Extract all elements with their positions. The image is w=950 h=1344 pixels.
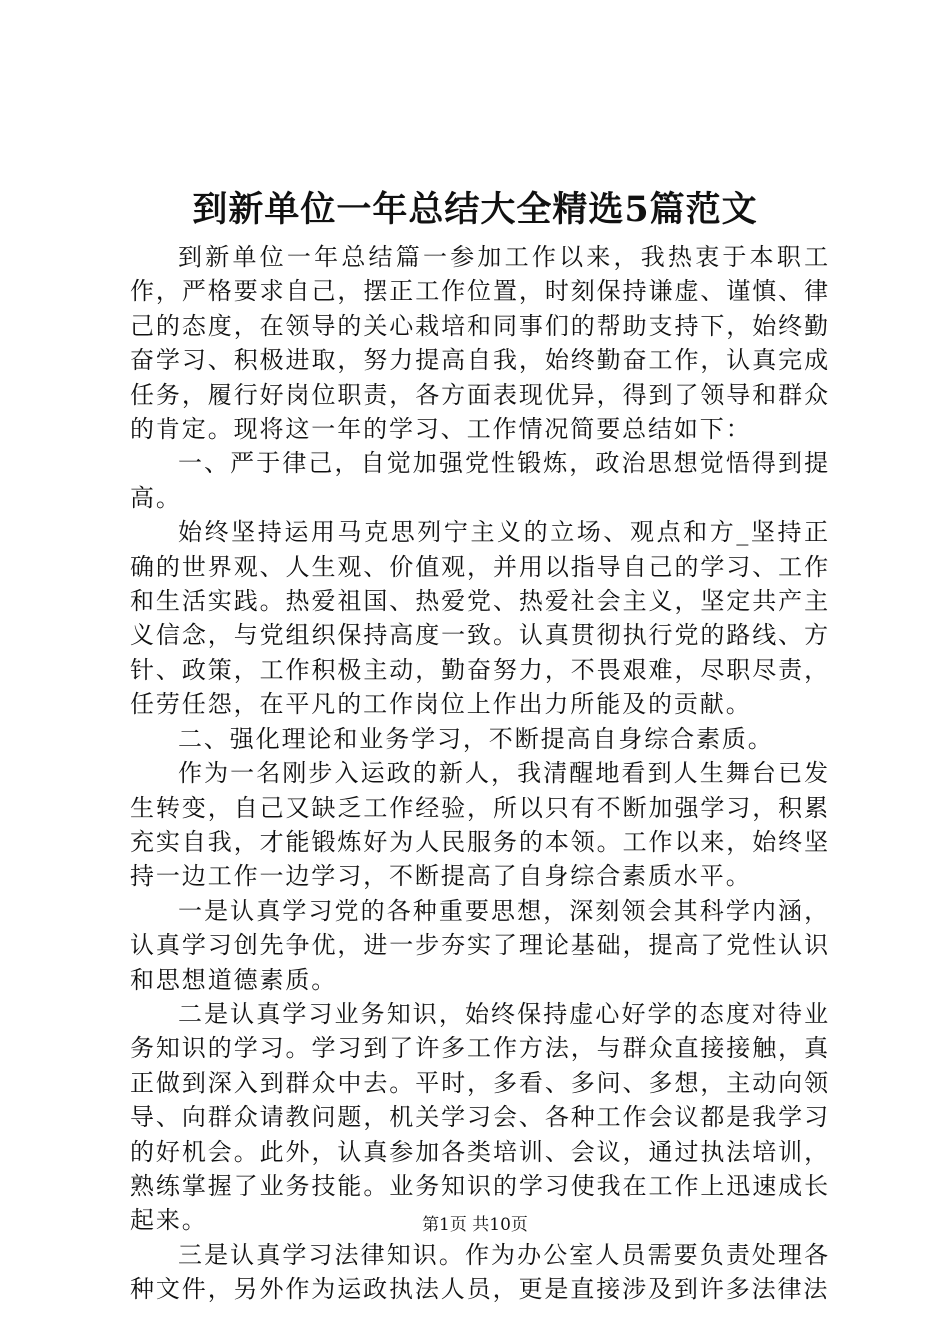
heading-section-1: 一、严于律己，自觉加强党性锻炼，政治思想觉悟得到提高。 <box>130 449 830 512</box>
heading-section-2: 二、强化理论和业务学习，不断提高自身综合素质。 <box>178 724 774 753</box>
paragraph-point-1: 一是认真学习党的各种重要思想，深刻领会其科学内涵，认真学习创先争优，进一步夯实了理论基础，提高了党性认识和思想道德素质。 <box>130 896 830 994</box>
document-body <box>130 240 830 1307</box>
paragraph-intro: 到新单位一年总结篇一参加工作以来，我热衷于本职工作，严格要求自己，摆正工作位置，时刻保持谦虚、谨慎、律己的态度，在领导的关心栽培和同事们的帮助支持下，始终勤奋学习、积极进取，努力提高自我，始终勤奋工作，认真完成任务，履行好岗位职责，各方面表现优异，得到了领导和群众的肯定。现将这一年的学习、工作情况简要总结如下： <box>130 243 830 444</box>
paragraph-point-3: 三是认真学习法律知识。作为办公室人员需要负责处理各种文件，另外作为运政执法人员，更是直接涉及到许多法律法 <box>130 1240 830 1304</box>
paragraph-section-1: 始终坚持运用马克思列宁主义的立场、观点和方_坚持正确的世界观、人生观、价值观，并用以指导自己的学习、工作和生活实践。热爱祖国、热爱党、热爱社会主义，坚定共产主义信念，与党组织保持高度一致。认真贯彻执行党的路线、方针、政策，工作积极主动，勤奋努力，不畏艰难，尽职尽责，任劳任怨，在平凡的工作岗位上作出力所能及的贡献。 <box>130 518 830 719</box>
document-title: 到新单位一年总结大全精选5篇范文 <box>192 189 758 230</box>
paragraph-point-2: 二是认真学习业务知识，始终保持虚心好学的态度对待业务知识的学习。学习到了许多工作方法，与群众直接接触，真正做到深入到群众中去。平时，多看、多问、多想，主动向领导、向群众请教问题，机关学习会、各种工作会议都是我学习的好机会。此外，认真参加各类培训、会议，通过执法培训，熟练掌握了业务技能。业务知识的学习使我在工作上迅速成长起来。 <box>130 999 830 1235</box>
paragraph-section-2: 作为一名刚步入运政的新人，我清醒地看到人生舞台已发生转变，自己又缺乏工作经验，所以只有不断加强学习，积累充实自我，才能锻炼好为人民服务的本领。工作以来，始终坚持一边工作一边学习，不断提高了自身综合素质水平。 <box>130 759 830 891</box>
page-footer: 第1页 共10页 <box>422 1215 528 1235</box>
